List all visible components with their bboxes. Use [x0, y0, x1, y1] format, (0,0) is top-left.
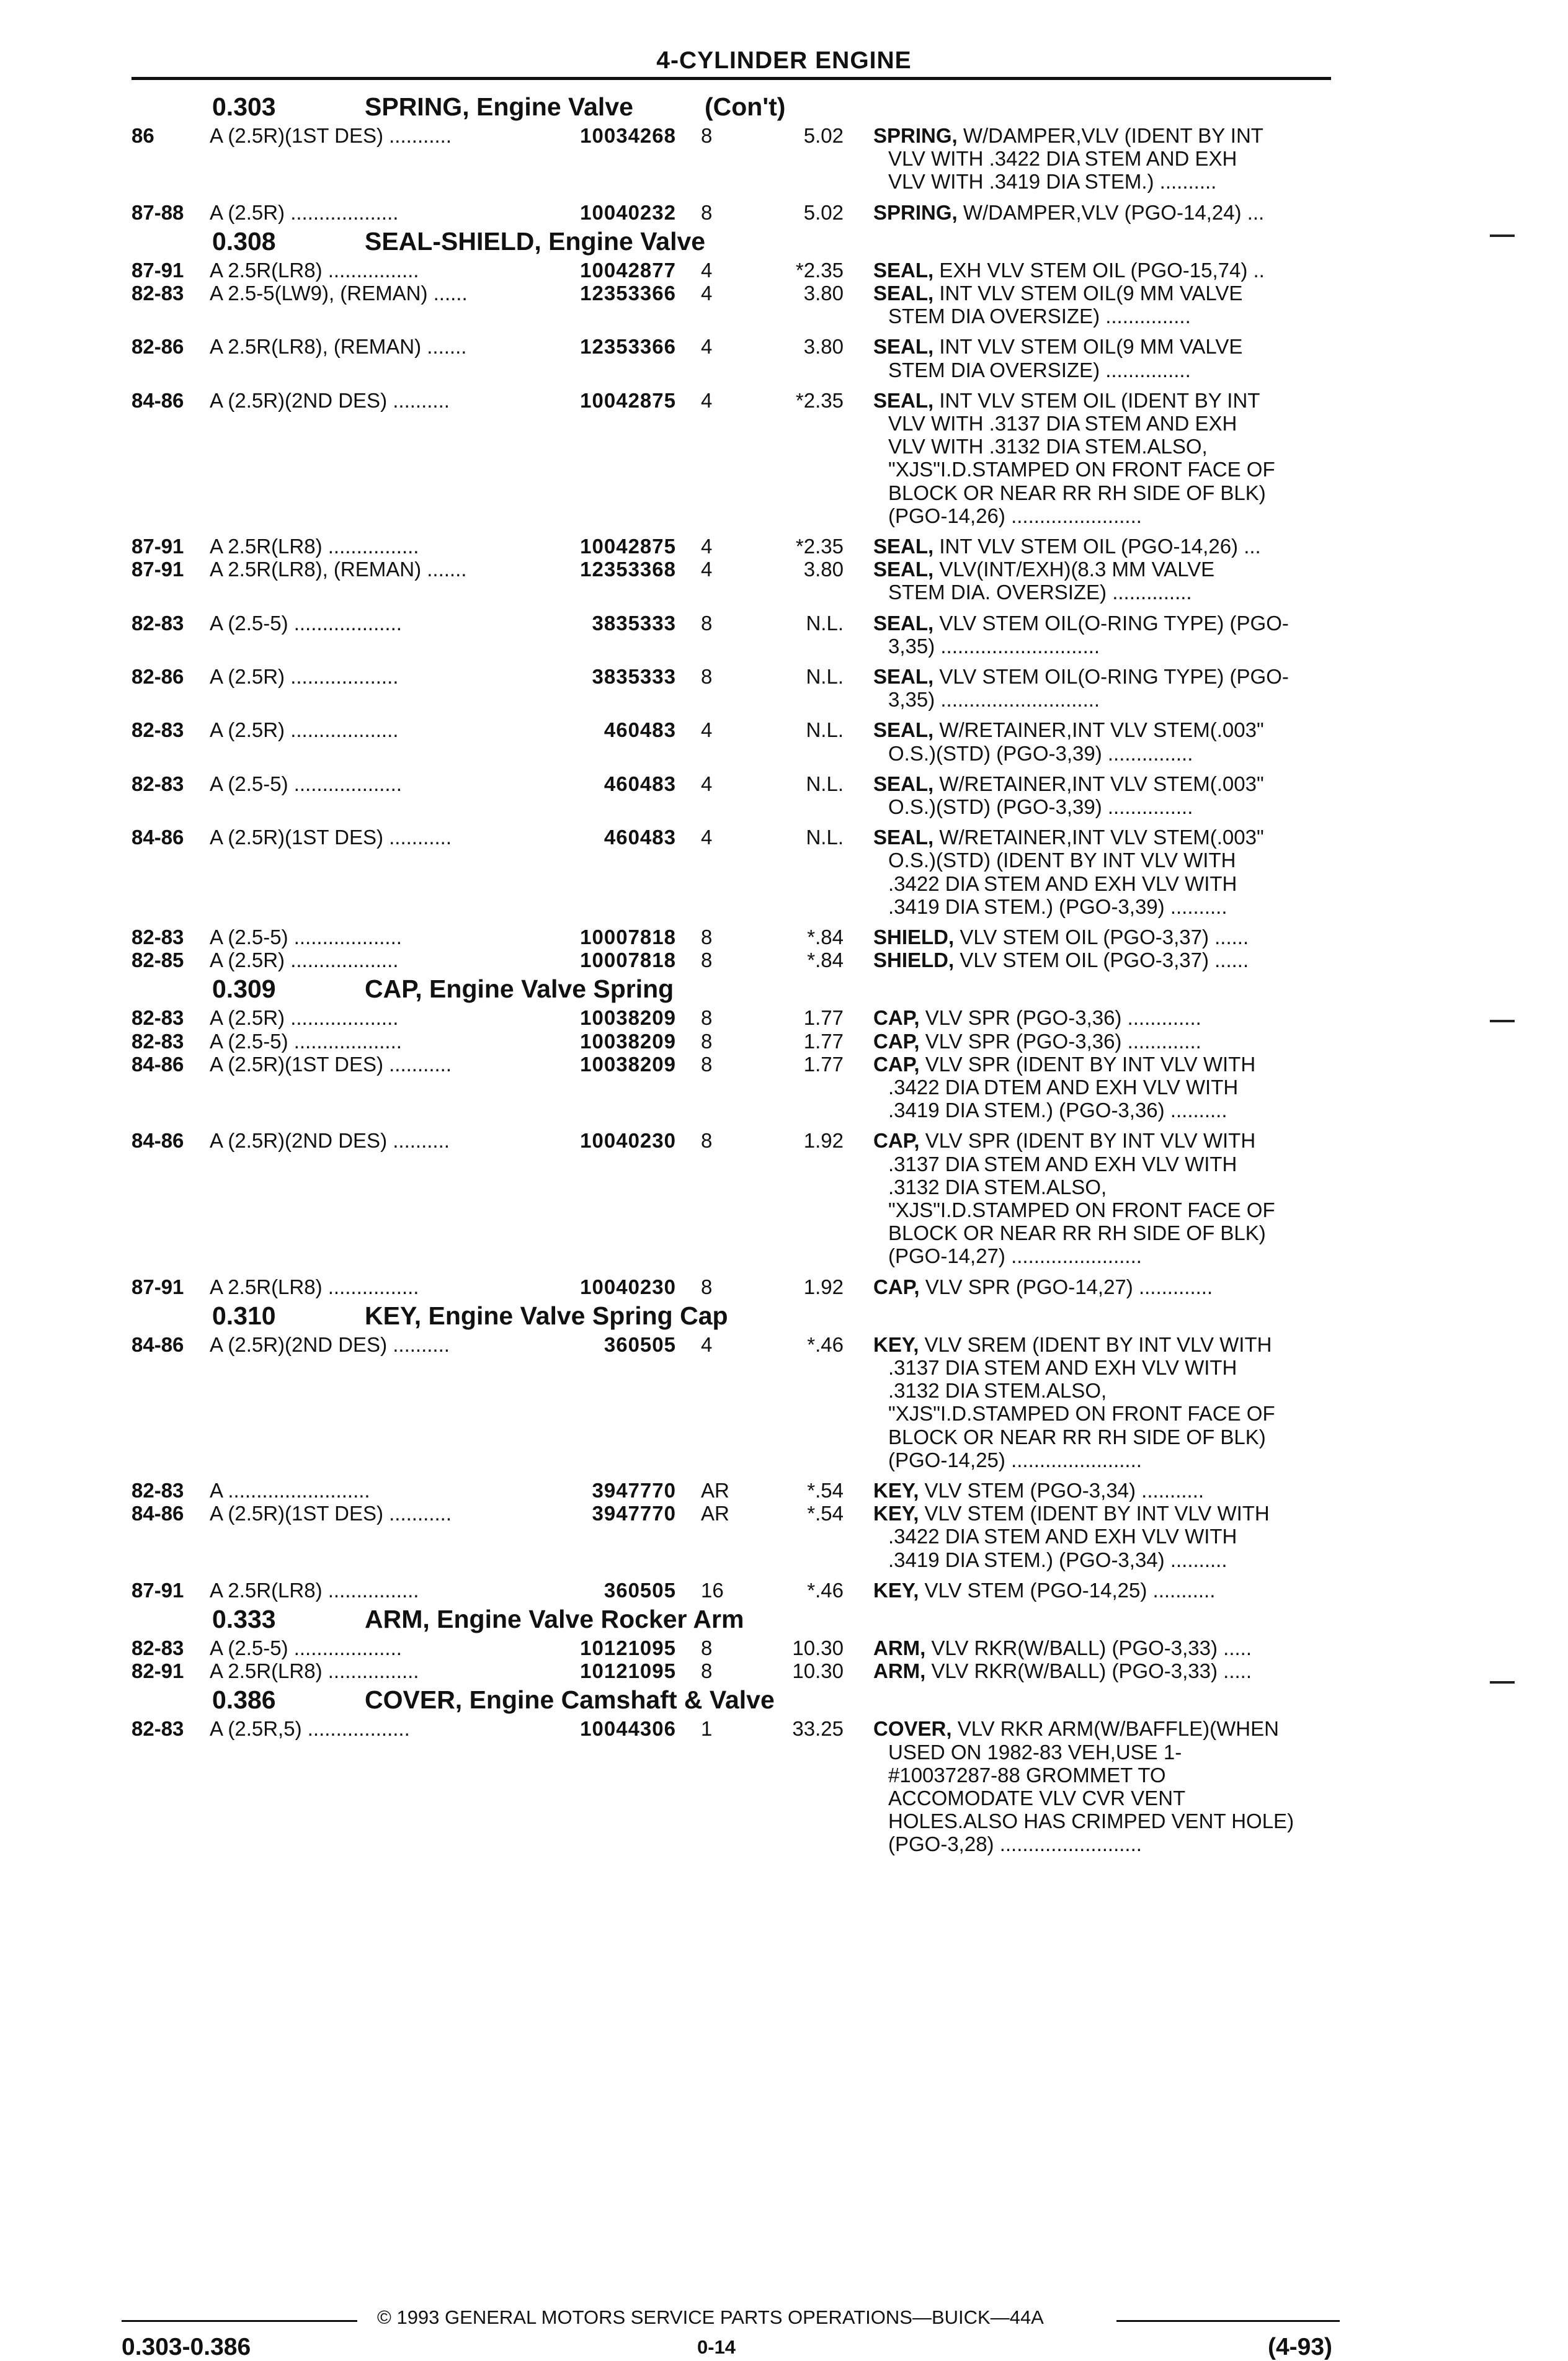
section-header — [0, 1685, 1568, 1716]
row-quantity: 16 — [701, 1578, 724, 1602]
row-part-number: 10007818 — [580, 926, 676, 948]
row-part-number: 10042877 — [580, 258, 676, 282]
row-application: A ......................... — [210, 1479, 370, 1502]
row-years: 87-91 — [131, 1578, 184, 1602]
row-part-number: 10044306 — [580, 1717, 676, 1741]
part-row — [0, 1052, 1568, 1122]
footer-page-number: 0-14 — [697, 2336, 736, 2358]
row-description-line: (PGO-3,28) ......................... — [888, 1832, 1142, 1856]
row-quantity: 8 — [701, 1052, 713, 1076]
row-part-number: 10040232 — [580, 200, 676, 224]
section-name: SEAL-SHIELD, Engine Valve — [365, 226, 706, 256]
row-application: A (2.5-5) ................... — [210, 772, 402, 795]
row-price: N.L. — [806, 772, 844, 795]
row-years: 87-88 — [131, 200, 184, 224]
part-row — [0, 1717, 1568, 1856]
row-application: A 2.5R(LR8), (REMAN) ....... — [210, 558, 467, 581]
row-description-line: BLOCK OR NEAR RR RH SIDE OF BLK) — [888, 1221, 1266, 1245]
row-application: A (2.5R) ................... — [210, 948, 399, 972]
row-application: A (2.5R) ................... — [210, 200, 399, 224]
row-part-number: 3947770 — [592, 1479, 676, 1502]
row-price: 1.92 — [803, 1129, 844, 1153]
row-price: 3.80 — [803, 282, 844, 305]
row-part-number: 460483 — [604, 826, 676, 849]
footer-rule-left — [122, 2320, 357, 2322]
margin-mark — [1490, 1020, 1515, 1022]
row-description-line: SEAL, VLV STEM OIL(O-RING TYPE) (PGO- — [873, 665, 1289, 688]
section-header — [0, 226, 1568, 257]
row-description-line: KEY, VLV STEM (PGO-14,25) ........... — [873, 1578, 1216, 1602]
section-number: 0.308 — [212, 226, 276, 256]
row-part-number: 10038209 — [580, 1029, 676, 1053]
row-application: A 2.5-5(LW9), (REMAN) ...... — [210, 282, 468, 305]
row-application: A (2.5-5) ................... — [210, 1636, 402, 1659]
row-quantity: 8 — [701, 1275, 713, 1298]
row-price: 10.30 — [792, 1659, 844, 1683]
row-price: N.L. — [806, 665, 844, 688]
row-price: *.84 — [807, 926, 844, 948]
row-price: 5.02 — [803, 124, 844, 147]
row-description-line: SEAL, W/RETAINER,INT VLV STEM(.003" — [873, 826, 1264, 849]
part-row — [0, 1579, 1568, 1604]
row-description-line: KEY, VLV STEM (PGO-3,34) ........... — [873, 1479, 1205, 1502]
row-years: 82-83 — [131, 718, 184, 742]
row-years: 84-86 — [131, 1332, 184, 1356]
row-years: 84-86 — [131, 826, 184, 849]
row-description-line: SPRING, W/DAMPER,VLV (IDENT BY INT — [873, 124, 1263, 147]
row-quantity: 8 — [701, 1636, 713, 1659]
part-row — [0, 282, 1568, 328]
row-description-line: SHIELD, VLV STEM OIL (PGO-3,37) ...... — [873, 948, 1249, 972]
row-application: A (2.5-5) ................... — [210, 611, 402, 635]
row-description-line: USED ON 1982-83 VEH,USE 1- — [888, 1740, 1182, 1764]
row-description-line: SEAL, INT VLV STEM OIL(9 MM VALVE — [873, 282, 1243, 305]
margin-mark — [1490, 234, 1515, 237]
section-number: 0.310 — [212, 1301, 276, 1330]
part-row — [0, 388, 1568, 527]
row-years: 84-86 — [131, 1129, 184, 1153]
row-years: 87-91 — [131, 558, 184, 581]
part-row — [0, 1332, 1568, 1471]
row-description-line: VLV WITH .3419 DIA STEM.) .......... — [888, 170, 1217, 194]
part-row — [0, 1275, 1568, 1300]
row-description-line: O.S.)(STD) (PGO-3,39) ............... — [888, 741, 1193, 765]
part-row — [0, 1030, 1568, 1055]
part-row — [0, 1659, 1568, 1684]
row-description-line: .3422 DIA STEM AND EXH VLV WITH — [888, 872, 1237, 895]
row-years: 82-83 — [131, 611, 184, 635]
row-application: A (2.5-5) ................... — [210, 926, 402, 948]
part-row — [0, 335, 1568, 382]
part-row — [0, 558, 1568, 604]
row-description-line: .3419 DIA STEM.) (PGO-3,34) .......... — [888, 1548, 1227, 1571]
page-title: 4-CYLINDER ENGINE — [656, 47, 912, 74]
row-quantity: 4 — [701, 1332, 713, 1356]
row-part-number: 360505 — [604, 1578, 676, 1602]
row-application: A 2.5R(LR8) ................ — [210, 258, 419, 282]
row-description-line: 3,35) ............................ — [888, 634, 1100, 658]
row-part-number: 10038209 — [580, 1006, 676, 1030]
row-description-line: VLV WITH .3132 DIA STEM.ALSO, — [888, 435, 1208, 458]
row-application: A (2.5R)(2ND DES) .......... — [210, 1129, 450, 1153]
row-description-line: SEAL, INT VLV STEM OIL(9 MM VALVE — [873, 335, 1243, 359]
row-years: 82-83 — [131, 282, 184, 305]
row-price: *.46 — [807, 1332, 844, 1356]
section-name: KEY, Engine Valve Spring Cap — [365, 1301, 728, 1330]
row-description-line: SEAL, INT VLV STEM OIL (PGO-14,26) ... — [873, 535, 1261, 558]
row-quantity: 8 — [701, 1006, 713, 1030]
row-years: 82-83 — [131, 926, 184, 948]
row-part-number: 10040230 — [580, 1129, 676, 1153]
row-quantity: 8 — [701, 124, 713, 147]
row-description-line: CAP, VLV SPR (PGO-3,36) ............. — [873, 1029, 1201, 1053]
row-part-number: 10034268 — [580, 124, 676, 147]
row-description-line: CAP, VLV SPR (IDENT BY INT VLV WITH — [873, 1129, 1256, 1153]
margin-mark — [1490, 1681, 1515, 1684]
row-description-line: .3419 DIA STEM.) (PGO-3,36) .......... — [888, 1099, 1227, 1122]
row-description-line: HOLES.ALSO HAS CRIMPED VENT HOLE) — [888, 1810, 1294, 1833]
part-row — [0, 535, 1568, 560]
row-quantity: 4 — [701, 258, 713, 282]
row-quantity: 4 — [701, 718, 713, 742]
part-row — [0, 1502, 1568, 1571]
row-description-line: SEAL, VLV STEM OIL(O-RING TYPE) (PGO- — [873, 611, 1289, 635]
row-description-line: CAP, VLV SPR (PGO-3,36) ............. — [873, 1006, 1201, 1030]
row-years: 82-85 — [131, 948, 184, 972]
section-number: 0.309 — [212, 975, 276, 1004]
row-part-number: 10121095 — [580, 1636, 676, 1659]
section-number: 0.303 — [212, 92, 276, 121]
row-quantity: 4 — [701, 558, 713, 581]
row-description-line: SEAL, W/RETAINER,INT VLV STEM(.003" — [873, 718, 1264, 742]
row-description-line: SEAL, INT VLV STEM OIL (IDENT BY INT — [873, 388, 1260, 412]
row-description-line: STEM DIA OVERSIZE) ............... — [888, 358, 1191, 382]
footer-copyright: © 1993 GENERAL MOTORS SERVICE PARTS OPERATIONS—BUICK—44A — [377, 2306, 1044, 2328]
row-years: 87-91 — [131, 1275, 184, 1298]
part-row — [0, 124, 1568, 194]
footer-date: (4-93) — [1268, 2334, 1333, 2360]
row-description-line: STEM DIA OVERSIZE) ............... — [888, 305, 1191, 328]
row-description-line: O.S.)(STD) (PGO-3,39) ............... — [888, 795, 1193, 818]
row-description-line: SEAL, VLV(INT/EXH)(8.3 MM VALVE — [873, 558, 1215, 581]
row-price: 3.80 — [803, 558, 844, 581]
row-description-line: SHIELD, VLV STEM OIL (PGO-3,37) ...... — [873, 926, 1249, 948]
row-years: 84-86 — [131, 388, 184, 412]
row-quantity: 8 — [701, 948, 713, 972]
row-part-number: 460483 — [604, 772, 676, 795]
row-quantity: 8 — [701, 1029, 713, 1053]
part-row — [0, 926, 1568, 950]
section-continued: (Con't) — [705, 92, 786, 121]
row-years: 82-86 — [131, 665, 184, 688]
row-years: 87-91 — [131, 535, 184, 558]
row-price: N.L. — [806, 611, 844, 635]
row-years: 82-83 — [131, 1029, 184, 1053]
section-name: ARM, Engine Valve Rocker Arm — [365, 1605, 744, 1633]
row-years: 82-83 — [131, 1479, 184, 1502]
row-description-line: 3,35) ............................ — [888, 688, 1100, 712]
row-quantity: AR — [701, 1479, 729, 1502]
row-years: 87-91 — [131, 258, 184, 282]
row-description-line: .3137 DIA STEM AND EXH VLV WITH — [888, 1355, 1237, 1379]
part-row — [0, 611, 1568, 658]
row-description-line: VLV WITH .3137 DIA STEM AND EXH — [888, 411, 1237, 435]
part-row — [0, 1006, 1568, 1031]
row-application: A (2.5R,5) .................. — [210, 1717, 410, 1741]
row-description-line: KEY, VLV SREM (IDENT BY INT VLV WITH — [873, 1332, 1272, 1356]
row-quantity: 8 — [701, 1659, 713, 1683]
row-application: A 2.5R(LR8), (REMAN) ....... — [210, 335, 467, 359]
row-years: 82-91 — [131, 1659, 184, 1683]
row-description-line: ARM, VLV RKR(W/BALL) (PGO-3,33) ..... — [873, 1636, 1252, 1659]
row-description-line: (PGO-14,27) ....................... — [888, 1244, 1142, 1268]
row-description-line: "XJS"I.D.STAMPED ON FRONT FACE OF — [888, 458, 1275, 481]
row-part-number: 3835333 — [592, 611, 676, 635]
row-application: A (2.5R)(1ST DES) ........... — [210, 1502, 452, 1525]
row-description-line: .3132 DIA STEM.ALSO, — [888, 1175, 1107, 1198]
section-header — [0, 1604, 1568, 1635]
row-price: N.L. — [806, 826, 844, 849]
part-row — [0, 948, 1568, 973]
row-description-line: KEY, VLV STEM (IDENT BY INT VLV WITH — [873, 1502, 1270, 1525]
row-quantity: 8 — [701, 611, 713, 635]
row-application: A (2.5R) ................... — [210, 718, 399, 742]
row-description-line: (PGO-14,26) ....................... — [888, 504, 1142, 527]
row-application: A (2.5-5) ................... — [210, 1029, 402, 1053]
row-description-line: O.S.)(STD) (IDENT BY INT VLV WITH — [888, 849, 1236, 872]
row-quantity: 4 — [701, 826, 713, 849]
row-part-number: 10038209 — [580, 1052, 676, 1076]
footer-rule-right — [1116, 2320, 1340, 2322]
row-part-number: 10121095 — [580, 1659, 676, 1683]
row-description-line: .3422 DIA DTEM AND EXH VLV WITH — [888, 1075, 1239, 1099]
row-part-number: 460483 — [604, 718, 676, 742]
row-description-line: VLV WITH .3422 DIA STEM AND EXH — [888, 147, 1237, 171]
row-price: N.L. — [806, 718, 844, 742]
row-application: A (2.5R) ................... — [210, 665, 399, 688]
row-quantity: 4 — [701, 772, 713, 795]
row-price: *.84 — [807, 948, 844, 972]
row-price: *2.35 — [795, 535, 844, 558]
section-header — [0, 1301, 1568, 1332]
part-row — [0, 826, 1568, 918]
row-price: 5.02 — [803, 200, 844, 224]
row-application: A (2.5R)(2ND DES) .......... — [210, 388, 450, 412]
row-quantity: 8 — [701, 200, 713, 224]
row-price: *.54 — [807, 1502, 844, 1525]
row-quantity: 4 — [701, 282, 713, 305]
row-description-line: .3422 DIA STEM AND EXH VLV WITH — [888, 1525, 1237, 1548]
part-row — [0, 1636, 1568, 1661]
row-part-number: 360505 — [604, 1332, 676, 1356]
section-header — [0, 974, 1568, 1005]
row-years: 84-86 — [131, 1502, 184, 1525]
row-description-line: SEAL, W/RETAINER,INT VLV STEM(.003" — [873, 772, 1264, 795]
row-price: *2.35 — [795, 258, 844, 282]
row-price: 1.77 — [803, 1052, 844, 1076]
row-years: 82-83 — [131, 772, 184, 795]
row-price: 1.92 — [803, 1275, 844, 1298]
row-years: 84-86 — [131, 1052, 184, 1076]
row-years: 82-86 — [131, 335, 184, 359]
part-row — [0, 259, 1568, 283]
row-price: 33.25 — [792, 1717, 844, 1741]
part-row — [0, 1129, 1568, 1268]
row-description-line: COVER, VLV RKR ARM(W/BAFFLE)(WHEN — [873, 1717, 1279, 1741]
row-years: 82-83 — [131, 1717, 184, 1741]
footer-range: 0.303-0.386 — [122, 2334, 251, 2360]
section-number: 0.386 — [212, 1685, 276, 1715]
row-description-line: "XJS"I.D.STAMPED ON FRONT FACE OF — [888, 1198, 1275, 1221]
row-quantity: 1 — [701, 1717, 713, 1741]
part-row — [0, 1479, 1568, 1504]
section-name: COVER, Engine Camshaft & Valve — [365, 1685, 775, 1715]
row-application: A 2.5R(LR8) ................ — [210, 1275, 419, 1298]
row-application: A (2.5R)(2ND DES) .......... — [210, 1332, 450, 1356]
section-number: 0.333 — [212, 1605, 276, 1633]
row-description-line: SPRING, W/DAMPER,VLV (PGO-14,24) ... — [873, 200, 1265, 224]
row-description-line: BLOCK OR NEAR RR RH SIDE OF BLK) — [888, 481, 1266, 504]
row-application: A 2.5R(LR8) ................ — [210, 1659, 419, 1683]
row-application: A (2.5R)(1ST DES) ........... — [210, 826, 452, 849]
row-price: *.46 — [807, 1578, 844, 1602]
row-part-number: 3947770 — [592, 1502, 676, 1525]
row-years: 82-83 — [131, 1636, 184, 1659]
row-application: A 2.5R(LR8) ................ — [210, 535, 419, 558]
row-part-number: 10040230 — [580, 1275, 676, 1298]
part-row — [0, 772, 1568, 818]
row-part-number: 12353366 — [580, 335, 676, 359]
row-price: 3.80 — [803, 335, 844, 359]
row-part-number: 10042875 — [580, 535, 676, 558]
row-description-line: CAP, VLV SPR (PGO-14,27) ............. — [873, 1275, 1213, 1298]
row-description-line: STEM DIA. OVERSIZE) .............. — [888, 581, 1192, 604]
row-quantity: 8 — [701, 926, 713, 948]
row-price: 10.30 — [792, 1636, 844, 1659]
row-description-line: ARM, VLV RKR(W/BALL) (PGO-3,33) ..... — [873, 1659, 1252, 1683]
row-quantity: 8 — [701, 1129, 713, 1153]
section-header — [0, 92, 1568, 123]
row-part-number: 10042875 — [580, 388, 676, 412]
row-description-line: CAP, VLV SPR (IDENT BY INT VLV WITH — [873, 1052, 1256, 1076]
row-part-number: 3835333 — [592, 665, 676, 688]
row-application: A (2.5R)(1ST DES) ........... — [210, 1052, 452, 1076]
section-name: CAP, Engine Valve Spring — [365, 975, 674, 1004]
row-quantity: 4 — [701, 335, 713, 359]
row-application: A (2.5R) ................... — [210, 1006, 399, 1030]
row-description-line: "XJS"I.D.STAMPED ON FRONT FACE OF — [888, 1402, 1275, 1426]
section-name: SPRING, Engine Valve — [365, 92, 633, 121]
part-row — [0, 718, 1568, 765]
row-years: 86 — [131, 124, 154, 147]
row-price: *2.35 — [795, 388, 844, 412]
row-price: *.54 — [807, 1479, 844, 1502]
row-description-line: SEAL, EXH VLV STEM OIL (PGO-15,74) .. — [873, 258, 1265, 282]
row-description-line: .3137 DIA STEM AND EXH VLV WITH — [888, 1152, 1237, 1176]
row-quantity: AR — [701, 1502, 729, 1525]
row-part-number: 12353368 — [580, 558, 676, 581]
part-row — [0, 665, 1568, 712]
row-description-line: #10037287-88 GROMMET TO — [888, 1763, 1166, 1787]
row-application: A 2.5R(LR8) ................ — [210, 1578, 419, 1602]
row-quantity: 4 — [701, 535, 713, 558]
row-description-line: ACCOMODATE VLV CVR VENT — [888, 1786, 1186, 1810]
row-quantity: 8 — [701, 665, 713, 688]
row-part-number: 10007818 — [580, 948, 676, 972]
row-application: A (2.5R)(1ST DES) ........... — [210, 124, 452, 147]
row-description-line: (PGO-14,25) ....................... — [888, 1448, 1142, 1471]
row-price: 1.77 — [803, 1029, 844, 1053]
part-row — [0, 201, 1568, 226]
row-years: 82-83 — [131, 1006, 184, 1030]
row-description-line: .3419 DIA STEM.) (PGO-3,39) .......... — [888, 895, 1227, 918]
row-part-number: 12353366 — [580, 282, 676, 305]
row-quantity: 4 — [701, 388, 713, 412]
row-price: 1.77 — [803, 1006, 844, 1030]
row-description-line: BLOCK OR NEAR RR RH SIDE OF BLK) — [888, 1425, 1266, 1448]
row-description-line: .3132 DIA STEM.ALSO, — [888, 1379, 1107, 1403]
